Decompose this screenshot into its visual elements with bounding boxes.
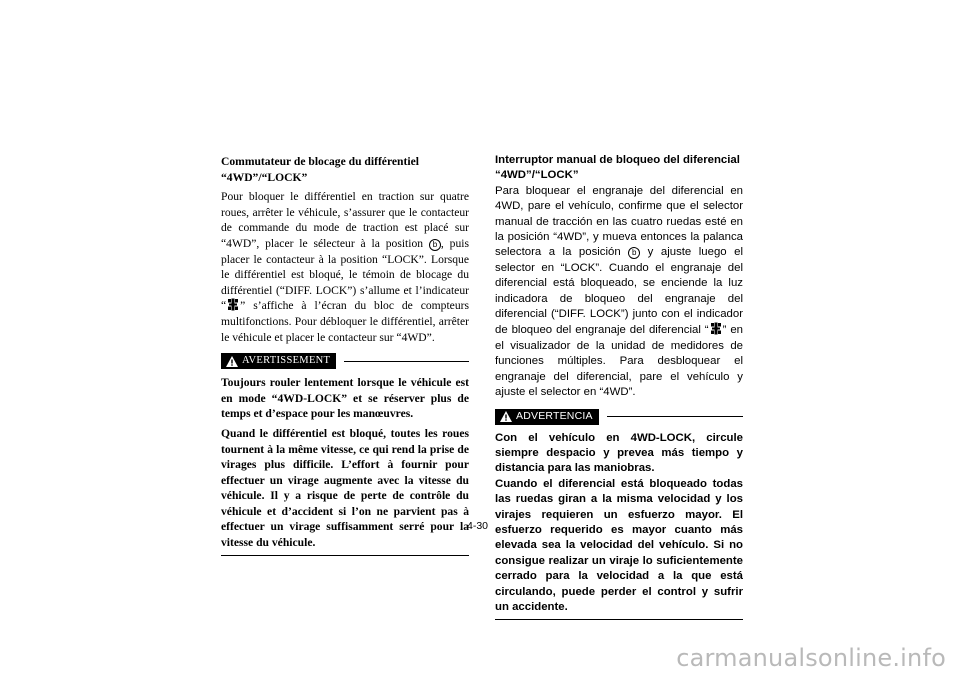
instructions-es-part-1: Para bloquear el engranaje del diferencial en 4WD, pare el vehículo, confirme que el selector manual de tracción en las cuatro ruedas esté en la posición “4WD”, y mueva entonces la palanca selectora a la posición bbox=[495, 184, 743, 259]
instructions-es-part-3: ” en el visualizador de la unidad de medidores de funciones múltiples. Para desbloquear el engranaje del diferencial, pare el vehículo y ajuste el selector en “4WD”. bbox=[495, 324, 743, 399]
diff-lock-indicator-icon bbox=[228, 298, 238, 311]
warning-end-rule-fr bbox=[221, 555, 469, 556]
instructions-es-part-2: y ajuste luego el selector en “LOCK”. Cuando el engranaje del diferencial está bloqueado, se enciende la luz indicadora de bloqueo del engranaje del diferencial (“DIFF. LOCK”) junto con el indicador de bloqueo del engranaje del diferencial “ bbox=[495, 246, 743, 337]
warning-header-es bbox=[495, 409, 743, 425]
warning-badge-fr bbox=[221, 353, 336, 369]
warning-label-fr: AVERTISSEMENT bbox=[242, 355, 331, 367]
page-number: 4-30 bbox=[467, 520, 489, 532]
instructions-fr-part-3: ” s’affiche à l’écran du bloc de compteurs multifonctions. Pour débloquer le différentiel, arrêter le véhicule et placer le contacteur sur “4WD”. bbox=[221, 299, 469, 344]
warning-header-fr bbox=[221, 353, 469, 369]
warning-text-fr-2: Quand le différentiel est bloqué, toutes les roues tournent à la même vitesse, ce qui rend la prise de virages plus difficile. L’effort à fournir pour effectuer un virage augmente avec la vitesse du véhicule. Il y a risque de perte de contrôle du véhicule et d’accident si l’on ne parvient pas à effectuer un virage suffisamment serré pour la vitesse du véhicule. bbox=[221, 426, 469, 550]
position-b-marker: b bbox=[429, 239, 441, 251]
warning-text-es-1: Con el vehículo en 4WD-LOCK, circule siempre despacio y prevea más tiempo y distancia para las maniobras. bbox=[495, 431, 743, 475]
warning-triangle-icon bbox=[226, 356, 238, 367]
warning-triangle-icon bbox=[500, 411, 512, 422]
french-column bbox=[221, 154, 469, 556]
warning-divider-fr bbox=[344, 361, 469, 362]
diff-lock-indicator-icon bbox=[711, 322, 721, 335]
warning-label-es: ADVERTENCIA bbox=[516, 409, 593, 422]
instructions-es bbox=[495, 184, 743, 401]
warning-divider-es bbox=[607, 416, 743, 417]
spanish-column bbox=[495, 153, 743, 620]
position-b-marker: b bbox=[628, 247, 640, 259]
warning-badge-es bbox=[495, 409, 599, 425]
watermark: carmanualsonline.info bbox=[676, 644, 946, 672]
instructions-fr-part-2: , puis placer le contacteur à la position “LOCK”. Lorsque le différentiel est bloqué, le témoin de blocage du différentiel (“DIFF. LOCK”) s’allume et l’indicateur “ bbox=[221, 236, 469, 313]
warning-text-fr-1: Toujours rouler lentement lorsque le véhicule est en mode “4WD-LOCK” et se réserver plus de temps et d’espace pour les manœuvres. bbox=[221, 376, 469, 421]
section-heading-es: Interruptor manual de bloqueo del diferencial “4WD”/“LOCK” bbox=[495, 154, 740, 182]
section-heading-fr: Commutateur de blocage du différentiel “4WD”/“LOCK” bbox=[221, 155, 419, 184]
warning-text-es-2: Cuando el diferencial está bloqueado todas las ruedas giran a la misma velocidad y los virajes requieren un esfuerzo mayor. El esfuerzo requerido es mayor cuanto más elevada sea la velocidad del vehículo. Si no consigue realizar un viraje lo suficientemente cerrado para la velocidad a la que está circulando, puede perder el control y sufrir un accidente. bbox=[495, 477, 743, 613]
warning-end-rule-es bbox=[495, 619, 743, 620]
instructions-fr bbox=[221, 189, 469, 345]
instructions-fr-part-1: Pour bloquer le différentiel en traction sur quatre roues, arrêter le véhicule, s’assurer que le contacteur de commande du mode de traction est placé sur “4WD”, placer le sélecteur à la position bbox=[221, 190, 469, 250]
